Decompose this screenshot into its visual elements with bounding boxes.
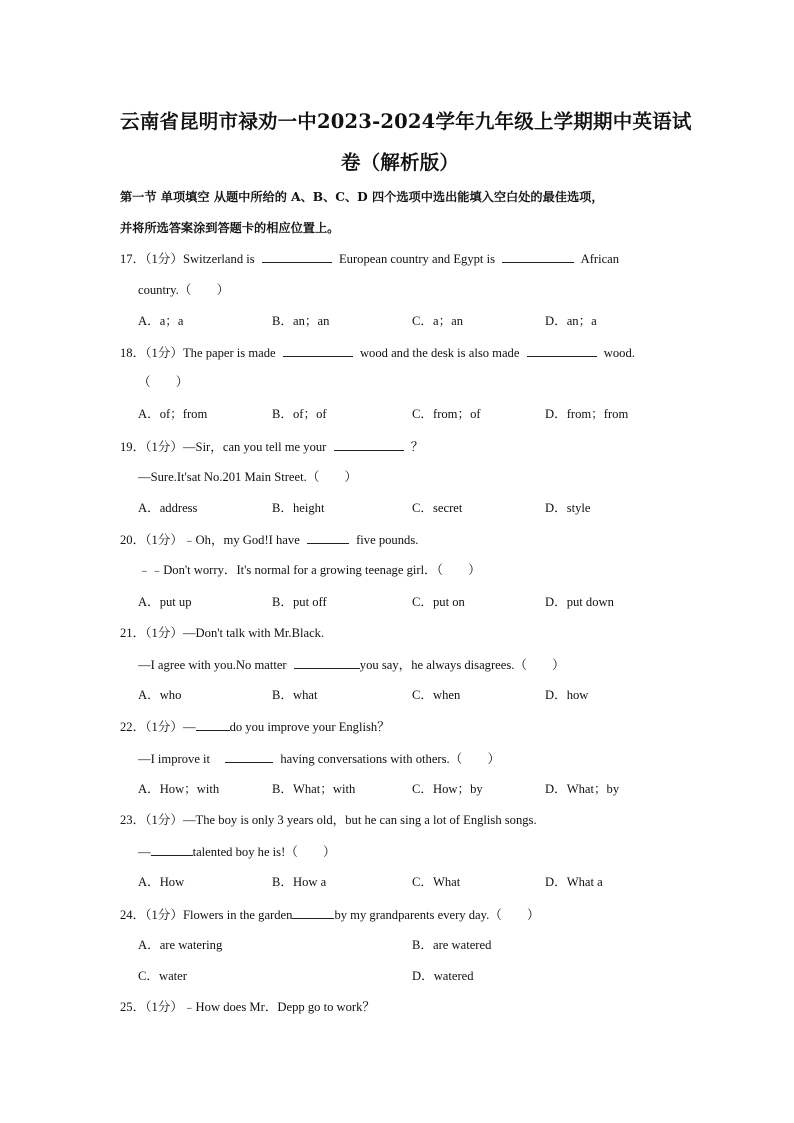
question-22-option-d[interactable]: D．What；by: [545, 782, 620, 796]
question-17-text-b: European country and Egypt is: [338, 252, 495, 266]
section-instruction-line-1: 第一节 单项填空 从题中所给的 A、B、C、D 四个选项中选出能填入空白处的最佳选项，: [120, 190, 604, 204]
question-25-stem: 25．（1分）﹣How does Mr．Depp go to work？: [120, 1000, 376, 1014]
question-17-continuation: country.（ ）: [138, 283, 230, 297]
question-19-continuation: —Sure.It'sat No.201 Main Street.（ ）: [138, 470, 358, 484]
question-22-text-b: do you improve your English？: [229, 720, 390, 734]
question-23-continuation: [138, 843, 336, 860]
question-18-text-c: wood.: [603, 346, 635, 360]
question-21-continuation: [138, 656, 565, 673]
question-20-option-a[interactable]: A．put up: [138, 595, 192, 609]
question-17-option-a[interactable]: A．a；a: [138, 314, 184, 328]
question-23-option-a[interactable]: A．How: [138, 875, 185, 889]
question-24-option-a[interactable]: A．are watering: [138, 938, 223, 952]
question-18-stem: [120, 344, 635, 361]
question-20-option-b[interactable]: B．put off: [272, 595, 327, 609]
question-19-text-b: ？: [410, 440, 424, 454]
answer-blank: [527, 344, 597, 357]
question-17-text-a: 17．（1分）Switzerland is: [120, 252, 255, 266]
question-19-stem: [120, 438, 423, 455]
document-title-line-2: 卷（解析版）: [340, 151, 460, 174]
question-23-text-d1: —: [138, 845, 151, 859]
answer-blank: [334, 438, 404, 451]
question-18-text-a: 18．（1分）The paper is made: [120, 346, 276, 360]
question-18-option-d[interactable]: D．from；from: [545, 407, 629, 421]
question-23-option-b[interactable]: B．How a: [272, 875, 327, 889]
question-21-option-d[interactable]: D．how: [545, 688, 589, 702]
answer-blank: [502, 250, 574, 263]
question-21-option-a[interactable]: A．who: [138, 688, 182, 702]
question-22-text-d2: having conversations with others.（ ）: [280, 752, 501, 766]
question-19-option-b[interactable]: B．height: [272, 501, 325, 515]
document-title-line-1: 云南省昆明市禄劝一中2023-2024学年九年级上学期期中英语试: [120, 110, 692, 133]
question-19-option-a[interactable]: A．address: [138, 501, 198, 515]
question-20-text-a: 20．（1分）﹣Oh，my God!I have: [120, 533, 300, 547]
question-17-option-d[interactable]: D．an；a: [545, 314, 597, 328]
question-21-stem: 21．（1分）—Don't talk with Mr.Black.: [120, 626, 325, 640]
question-22-stem: [120, 718, 390, 735]
question-21-option-c[interactable]: C．when: [412, 688, 461, 702]
answer-blank: [262, 250, 332, 263]
question-22-continuation: [138, 750, 500, 767]
section-instruction-line-2: 并将所选答案涂到答题卡的相应位置上。: [120, 221, 340, 235]
question-17-stem: [120, 250, 619, 267]
question-24-text-b: by my grandparents every day.（ ）: [334, 908, 540, 922]
question-20-continuation: ﹣﹣Don't worry．It's normal for a growing teenage girl．（ ）: [138, 563, 481, 577]
answer-blank: [151, 843, 193, 856]
question-24-text-a: 24．（1分）Flowers in the garden: [120, 908, 293, 922]
question-19-option-c[interactable]: C．secret: [412, 501, 463, 515]
question-24-stem: [120, 906, 540, 923]
question-18-continuation: （ ）: [138, 375, 189, 389]
question-20-option-c[interactable]: C．put on: [412, 595, 465, 609]
question-24-option-b[interactable]: B．are watered: [412, 938, 492, 952]
question-21-text-d2: you say，he always disagrees.（ ）: [359, 658, 565, 672]
question-23-option-d[interactable]: D．What a: [545, 875, 603, 889]
question-17-option-c[interactable]: C．a；an: [412, 314, 464, 328]
question-20-option-d[interactable]: D．put down: [545, 595, 614, 609]
question-18-option-a[interactable]: A．of；from: [138, 407, 208, 421]
answer-blank: [307, 531, 349, 544]
answer-blank: [196, 718, 230, 731]
question-18-option-c[interactable]: C．from；of: [412, 407, 481, 421]
question-20-stem: [120, 531, 418, 548]
question-18-option-b[interactable]: B．of；of: [272, 407, 327, 421]
question-20-text-b: five pounds.: [356, 533, 419, 547]
question-22-text-a: 22．（1分）—: [120, 720, 196, 734]
question-22-text-d1: —I improve it: [138, 752, 211, 766]
answer-blank: [283, 344, 353, 357]
question-23-text-d2: talented boy he is!（ ）: [192, 845, 336, 859]
answer-blank: [294, 656, 360, 669]
question-22-option-c[interactable]: C．How；by: [412, 782, 483, 796]
question-18-text-b: wood and the desk is also made: [359, 346, 520, 360]
question-21-text-d1: —I agree with you.No matter: [138, 658, 287, 672]
question-23-option-c[interactable]: C．What: [412, 875, 461, 889]
question-22-option-b[interactable]: B．What；with: [272, 782, 356, 796]
question-21-option-b[interactable]: B．what: [272, 688, 318, 702]
answer-blank: [225, 750, 273, 763]
question-24-option-c[interactable]: C．water: [138, 969, 187, 983]
question-19-text-a: 19．（1分）—Sir，can you tell me your: [120, 440, 327, 454]
question-19-option-d[interactable]: D．style: [545, 501, 591, 515]
answer-blank: [292, 906, 334, 919]
question-17-option-b[interactable]: B．an；an: [272, 314, 330, 328]
question-22-option-a[interactable]: A．How；with: [138, 782, 220, 796]
question-17-text-c: African: [580, 252, 620, 266]
question-24-option-d[interactable]: D．watered: [412, 969, 474, 983]
question-23-stem: 23．（1分）—The boy is only 3 years old，but he can sing a lot of English songs.: [120, 813, 537, 827]
